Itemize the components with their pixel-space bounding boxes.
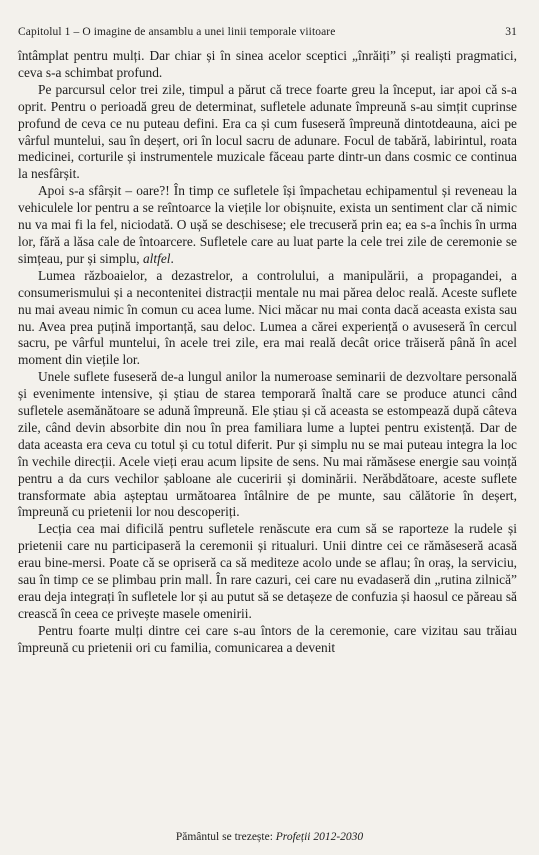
running-footer [0, 831, 539, 843]
book-title: Pământul se trezește: [175, 831, 276, 843]
paragraph [18, 183, 517, 268]
body-text [18, 48, 517, 657]
chapter-title: Capitolul 1 – O imagine de ansamblu a unei linii temporale viitoare [18, 26, 336, 38]
paragraph: Lecția cea mai dificilă pentru sufletele renăscute era cum să se raporteze la rudele și prietenii care nu participaseră la ceremonii și ritualuri. Unii dintre cei ce rămăseseră acasă erau bine-mersi. Poate că se opriseră ca să mediteze acolo unde se aflau; în oraș, la serviciu, sau în timp ce se plimbau prin mall. În rare cazuri, cei care nu evadaseră din „rutina zilnică” erau deja integrați în sufletele lor și au putut să se detașeze de confuzia și haosul ce păreau să crească în ceea ce privește masele omenirii. [18, 521, 517, 621]
paragraph-end: . [170, 250, 174, 266]
paragraph: Unele suflete fuseseră de-a lungul anilor la numeroase seminarii de dezvoltare personală și evenimente intensive, și știau de starea temporară înaltă care se produce atunci când sufletele asemănătoare se adună împreună. Ele știau și că aceasta se estompează după câteva zile, când devin absorbite din nou în prea familiara lume a luptei pentru existență. Dar de data aceasta era ceva cu totul și cu totul diferit. Pur și simplu nu se mai puteau integra la loc în vechile direcții. Acele vieți erau acum lipsite de sens. Nu mai rămăsese energie sau voință pentru a da curs vechilor șabloane ale cuceririi și dominării. Nerăbdătoare, aceste suflete transformate abia așteptau următoarea întâlnire de pe munte, sau călătorie în deșert, împreună cu prietenii lor nou descoperiți. [18, 369, 517, 520]
book-subtitle: Profeții 2012-2030 [275, 831, 364, 843]
paragraph: întâmplat pentru mulți. Dar chiar și în sinea acelor sceptici „înrăiți” și realiști pragmatici, ceva s-a schimbat profund. [18, 48, 517, 80]
page-number: 31 [505, 26, 517, 38]
running-header [18, 26, 517, 38]
paragraph: Lumea războaielor, a dezastrelor, a controlului, a manipulării, a propagandei, a consumerismului și a necontenitei distracții mentale nu mai părea deloc reală. Aceste suflete nu mai aveau nimic în comun cu acea lume. Nici măcar nu mai conta dacă aceasta exista sau nu. Avea prea puțină importanță, sau deloc. Lumea a cărei experiență o avuseseră în cercul sacru, pe vârful muntelui, în acele trei zile, era mai reală decât orice trăiseră până în acel moment din viețile lor. [18, 267, 517, 368]
paragraph: Pentru foarte mulți dintre cei care s-au întors de la ceremonie, care vizitau sau trăiau împreună cu prietenii ori cu familia, comunicarea a devenit [18, 622, 517, 655]
paragraph-text: Apoi s-a sfârșit – oare?! În timp ce sufletele își împachetau echipamentul și reveneau la vehiculele lor pentru a se reîntoarce la viețile lor obișnuite, exista un sentiment clar că nimic nu va mai fi la fel, niciodată. O ușă se deschisese; ele trecuseră prin ea; ea s-a închis în urma lor, fără a lăsa cale de întoarcere. Sufletele care au luat parte la cele trei zile de ceremonie se simțeau, pur și simplu, [18, 183, 517, 266]
emphasis-word: altfel [142, 250, 171, 266]
paragraph: Pe parcursul celor trei zile, timpul a părut că trece foarte greu la început, iar apoi că s-a oprit. Pentru o perioadă greu de determinat, sufletele adunate împreună s-au simțit cuprinse profund de ceva ce nu puteau defini. Era ca și cum fuseseră împreună dintotdeauna, aici pe vârful muntelui, sau în deșert, ori în locul sacru de adunare. Focul de tabără, labirintul, roata medicinei, corturile și instrumentele muzicale făceau parte dintr-un dans cosmic ce continua la nesfârșit. [18, 81, 517, 182]
